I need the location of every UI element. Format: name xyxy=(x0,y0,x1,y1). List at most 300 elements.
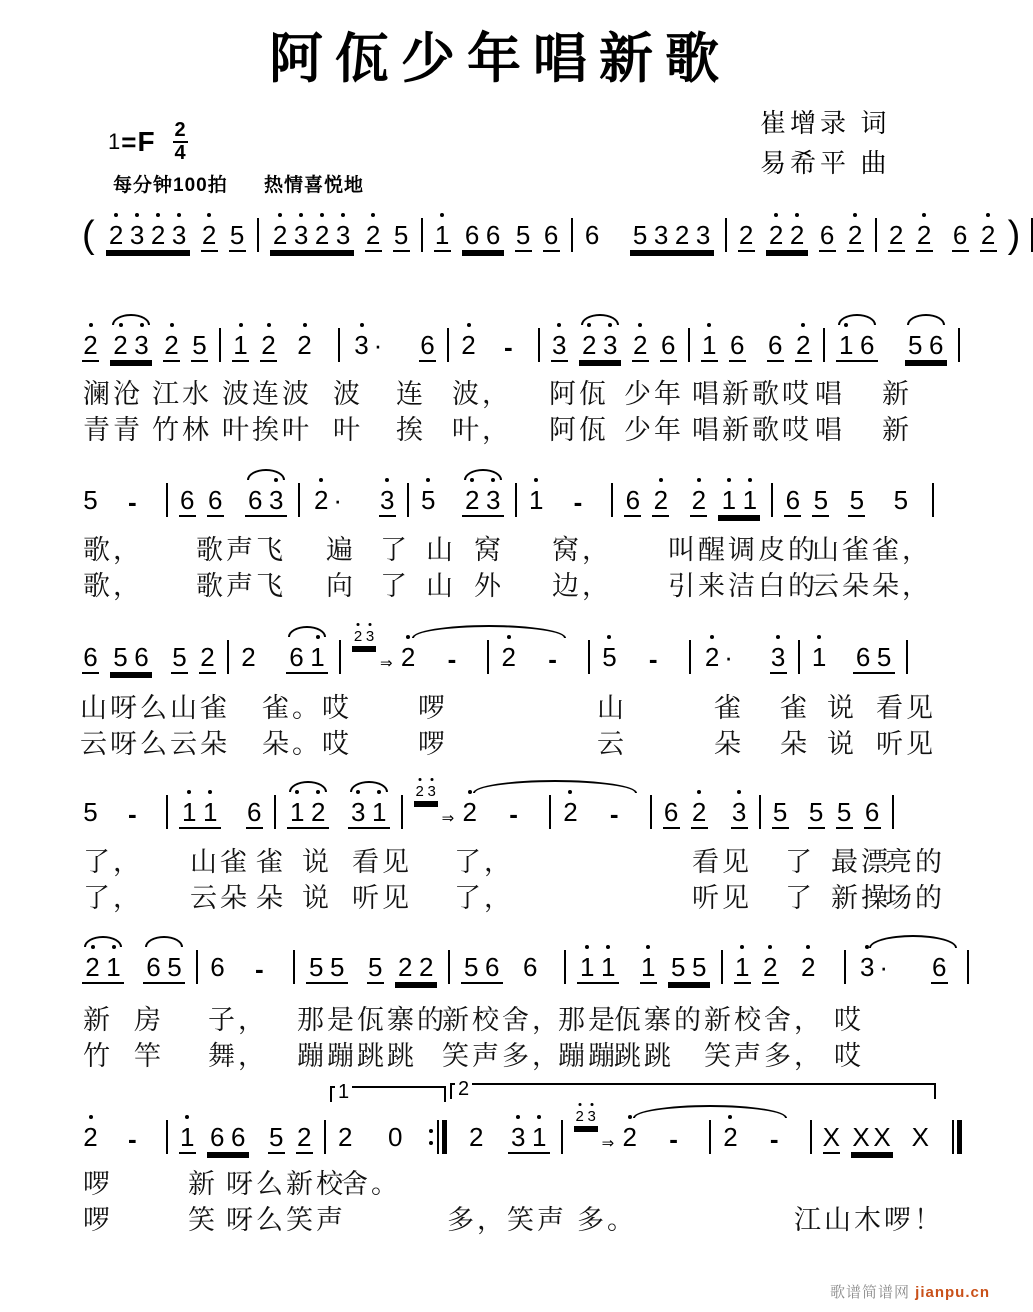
lyric-segment: 唱 xyxy=(815,415,845,445)
tie-arc xyxy=(412,625,566,638)
dash-extension: - xyxy=(255,954,264,984)
lyric-segment: 唱新歌哎 xyxy=(692,415,812,445)
note-digit: 3 xyxy=(379,487,396,513)
note-token xyxy=(772,799,789,829)
lyrics-line xyxy=(0,1162,1000,1199)
lyric-segment: 最漂 xyxy=(831,847,891,877)
lyric-segment: 向 xyxy=(326,571,356,601)
note-digit: 2 xyxy=(674,220,690,250)
octave-dot xyxy=(659,478,663,482)
note-digit: 5 xyxy=(229,220,245,250)
barline xyxy=(166,795,168,829)
note-digit: 6 xyxy=(785,485,801,515)
lyric-segment: 哎 xyxy=(322,693,352,723)
note-digit: 3 xyxy=(731,799,748,825)
repeat-dot xyxy=(429,1141,433,1145)
note-digit: 2 xyxy=(579,332,600,358)
note-digit: 3 xyxy=(551,332,568,358)
note-digit: 6 xyxy=(522,952,538,982)
lyric-segment: 边， xyxy=(552,571,612,601)
barline xyxy=(561,1120,563,1154)
octave-dot xyxy=(207,213,211,217)
note-digit: · xyxy=(373,330,383,360)
note-digit: 6 xyxy=(859,330,875,360)
octave-dot xyxy=(114,213,118,217)
octave-dot xyxy=(537,1115,541,1119)
lyric-segment: 竿 xyxy=(134,1041,164,1071)
barline xyxy=(906,640,908,674)
lyrics-line xyxy=(0,722,1000,759)
note-token xyxy=(311,487,344,513)
barline xyxy=(689,640,691,674)
grace-note xyxy=(414,784,438,803)
note-digit: 5 xyxy=(83,485,98,515)
grace-arrow-icon: ⇒ xyxy=(601,1135,615,1152)
lyric-segment: 阿佤 xyxy=(549,379,609,409)
lyric-segment: 说 xyxy=(302,883,332,913)
grace-arrow-icon: ⇒ xyxy=(380,655,393,672)
lyric-segment: 波， xyxy=(452,379,512,409)
note-digit: 2 xyxy=(462,487,483,513)
note-digit: 1 xyxy=(836,332,857,358)
lyric-segment: 外 xyxy=(474,571,504,601)
octave-dot xyxy=(801,323,805,327)
note-digit: 5 xyxy=(632,220,648,250)
note-digit: 2 xyxy=(574,1109,586,1124)
lyric-segment: 遍 xyxy=(326,535,356,565)
lyric-segment: 新 xyxy=(882,379,912,409)
note-digit: 2 xyxy=(241,642,256,672)
barline xyxy=(709,1120,711,1154)
note-token xyxy=(419,332,436,362)
note-token xyxy=(729,332,746,362)
note-token xyxy=(207,487,224,517)
watermark-domain: jianpu.cn xyxy=(915,1284,990,1301)
final-barline xyxy=(952,1120,962,1154)
barline xyxy=(798,640,800,674)
barline xyxy=(421,218,423,252)
note-token xyxy=(652,487,669,517)
lyric-segment: 说 xyxy=(827,729,857,759)
lyric-segment: 新 xyxy=(83,1005,113,1035)
note-digit: 6 xyxy=(246,797,262,827)
key-note: F xyxy=(137,126,155,157)
repeat-dot xyxy=(429,1129,433,1133)
note-digit: 6 xyxy=(543,220,559,250)
key-signature xyxy=(108,120,188,164)
note-token xyxy=(82,1124,99,1150)
note-token xyxy=(171,644,188,674)
note-digit: 5 xyxy=(83,797,98,827)
note-digit: 5 xyxy=(849,485,865,515)
note-digit: 5 xyxy=(601,644,618,670)
note-token xyxy=(800,954,817,980)
lyric-segment: 青青 xyxy=(83,415,143,445)
note-digit: 3 xyxy=(695,220,711,250)
lyric-segment: 看见 xyxy=(692,847,752,877)
octave-dot xyxy=(177,213,181,217)
note-digit: 6 xyxy=(289,642,304,672)
grace-note xyxy=(352,629,376,648)
note-digit: 2 xyxy=(800,954,817,980)
note-digit: 2 xyxy=(397,952,413,982)
lyric-segment: 佤寨的 xyxy=(614,1005,704,1035)
note-digit: 6 xyxy=(660,330,676,360)
tie-arc xyxy=(869,935,957,948)
note-token xyxy=(522,954,539,980)
lyric-segment: 山 xyxy=(597,693,627,723)
octave-dot xyxy=(585,945,589,949)
octave-dot xyxy=(697,790,701,794)
note-token xyxy=(731,799,748,829)
octave-dot xyxy=(853,213,857,217)
note-token xyxy=(766,222,808,252)
note-digit: 1 xyxy=(434,222,451,248)
note-digit: 2 xyxy=(260,332,277,358)
barline xyxy=(401,795,403,829)
note-digit: 3 xyxy=(586,1109,598,1124)
note-digit: 1 xyxy=(718,487,739,513)
note-token xyxy=(462,487,504,517)
note-token xyxy=(812,487,829,517)
note-digit: 6 xyxy=(928,330,944,360)
note-token xyxy=(784,487,801,517)
note-digit: 5 xyxy=(463,952,479,982)
note-digit: 2 xyxy=(270,222,291,248)
octave-dot xyxy=(170,323,174,327)
note-digit: 1 xyxy=(701,332,718,358)
repeat-barline xyxy=(429,1120,447,1154)
note-token xyxy=(461,954,503,984)
note-digit: · xyxy=(333,485,342,515)
barline xyxy=(611,483,613,517)
lyric-segment: 窝 xyxy=(474,535,504,565)
note-digit: 6 xyxy=(931,952,947,982)
note-token xyxy=(400,644,417,670)
barline xyxy=(339,640,341,674)
lyric-segment: 山 xyxy=(426,571,456,601)
note-token xyxy=(624,487,641,517)
barline xyxy=(196,950,198,984)
note-digit: · xyxy=(879,952,888,982)
lyric-segment: 歌声飞 xyxy=(196,571,286,601)
octave-dot xyxy=(727,478,731,482)
note-digit: 1 xyxy=(598,954,619,980)
note-token xyxy=(701,332,718,362)
octave-dot xyxy=(817,635,821,639)
note-digit: 2 xyxy=(82,332,99,358)
note-digit: 6 xyxy=(146,952,161,982)
lyric-segment: 连 xyxy=(396,379,426,409)
note-digit: 2 xyxy=(888,220,904,250)
note-token xyxy=(199,644,216,674)
barline xyxy=(227,640,229,674)
lyrics-line xyxy=(0,1034,1000,1071)
octave-dot xyxy=(516,1115,520,1119)
note-digit: 6 xyxy=(207,485,223,515)
octave-dot xyxy=(187,790,191,794)
note-digit: 6 xyxy=(179,485,195,515)
octave-dot xyxy=(360,323,364,327)
note-digit: 2 xyxy=(702,644,723,670)
lyrics-line xyxy=(0,408,1000,445)
lyric-segment: 山雀雀， xyxy=(812,535,932,565)
note-digit: 2 xyxy=(722,1124,739,1150)
lyricist-credit: 崔增录 词 xyxy=(760,109,891,138)
note-digit: 6 xyxy=(625,485,641,515)
note-digit: 5 xyxy=(329,952,345,982)
note-token xyxy=(931,954,948,984)
lyrics-line xyxy=(0,686,1000,723)
note-digit: 2 xyxy=(82,954,103,980)
music-line xyxy=(0,628,1000,674)
lyric-segment: 多。 xyxy=(577,1205,637,1235)
note-token xyxy=(420,487,437,513)
note-digit: 6 xyxy=(247,485,263,515)
note-token xyxy=(551,332,568,362)
watermark-site-name: 歌谱简谱网 xyxy=(829,1284,910,1301)
grace-arrow-icon: ⇒ xyxy=(441,810,455,827)
lyric-segment: 歌， xyxy=(83,571,143,601)
note-token xyxy=(912,1124,929,1150)
repeat-dots xyxy=(429,1129,433,1145)
octave-dot xyxy=(371,213,375,217)
note-token xyxy=(528,487,545,513)
lyric-segment: 哎 xyxy=(834,1041,864,1071)
barline xyxy=(338,328,340,362)
lyric-segment: 江山木啰！ xyxy=(794,1205,944,1235)
note-digit: 1 xyxy=(739,487,760,513)
barline xyxy=(588,640,590,674)
note-token xyxy=(632,332,649,362)
note-digit: 6 xyxy=(464,220,480,250)
dash-extension: - xyxy=(128,1124,137,1154)
note-digit: 1 xyxy=(307,644,328,670)
octave-dot xyxy=(208,790,212,794)
note-digit: 6 xyxy=(134,642,149,672)
lyric-segment: 啰 xyxy=(418,693,448,723)
note-digit: 2 xyxy=(795,332,812,358)
lyric-segment: 朵 xyxy=(780,729,810,759)
note-digit: 3 xyxy=(127,222,148,248)
lyric-segment: 歌声飞 xyxy=(196,535,286,565)
lyric-segment: 挨 xyxy=(396,415,426,445)
note-token xyxy=(179,799,221,829)
octave-dot xyxy=(638,323,642,327)
note-digit: 2 xyxy=(352,629,364,644)
octave-dot xyxy=(710,635,714,639)
note-digit: 5 xyxy=(670,952,686,982)
lyric-segment: 哎 xyxy=(322,729,352,759)
octave-dot xyxy=(607,635,611,639)
note-token xyxy=(270,222,354,252)
note-digit: 2 xyxy=(312,222,333,248)
lyric-segment: 听见 xyxy=(352,883,412,913)
note-token xyxy=(246,799,263,829)
lyric-segment: 说 xyxy=(827,693,857,723)
note-digit: 1 xyxy=(577,954,598,980)
tempo-line xyxy=(113,170,364,197)
lyric-segment: 竹 xyxy=(83,1041,113,1071)
note-digit: 2 xyxy=(201,222,218,248)
octave-dot xyxy=(267,323,271,327)
note-token xyxy=(379,487,396,517)
lyric-segment: 了， xyxy=(83,883,143,913)
lyric-segment: 说 xyxy=(302,847,332,877)
note-token xyxy=(577,954,619,984)
note-digit: 3 xyxy=(291,222,312,248)
note-digit: 2 xyxy=(400,644,417,670)
lyric-segment: 雀 xyxy=(714,693,744,723)
octave-dot xyxy=(135,213,139,217)
thin-bar xyxy=(437,1120,439,1154)
note-token xyxy=(179,1124,196,1154)
note-token xyxy=(660,332,677,362)
note-digit: 2 xyxy=(621,1124,638,1150)
dash-extension: - xyxy=(769,1124,779,1154)
lyric-segment: 跳跳 xyxy=(614,1041,674,1071)
lyric-segment: 山呀么山雀 xyxy=(80,693,230,723)
note-digit: 5 xyxy=(420,487,437,513)
note-digit: 1 xyxy=(287,799,308,825)
note-digit: 2 xyxy=(690,487,707,513)
dash-extension: - xyxy=(669,1124,678,1154)
note-token xyxy=(296,1124,313,1154)
note-digit: 2 xyxy=(787,222,808,248)
octave-dot xyxy=(806,945,810,949)
note-token xyxy=(857,954,890,980)
slur-arc xyxy=(838,314,876,325)
note-digit: 1 xyxy=(179,799,200,825)
note-digit: 2 xyxy=(632,332,649,358)
note-digit: 1 xyxy=(369,799,390,825)
note-token xyxy=(630,222,714,252)
note-digit: 5 xyxy=(192,330,207,360)
lyric-segment: 舍。 xyxy=(341,1169,401,1199)
meter-numerator: 2 xyxy=(174,119,186,141)
lyric-segment: 窝， xyxy=(552,535,612,565)
note-digit: 2 xyxy=(200,642,215,672)
note-token xyxy=(306,954,348,984)
note-token xyxy=(663,799,680,829)
lyric-segment: 江水 xyxy=(152,379,212,409)
note-digit: 6 xyxy=(209,1122,225,1152)
note-token xyxy=(296,332,313,358)
system-paren: ) xyxy=(1007,214,1021,256)
lyric-segment: 云朵 xyxy=(190,883,250,913)
lyric-segment: 叶挨叶 xyxy=(222,415,312,445)
octave-dot xyxy=(590,1103,593,1106)
octave-dot xyxy=(185,1115,189,1119)
note-token xyxy=(232,332,249,362)
lyric-segment: 朵 xyxy=(256,883,286,913)
lyric-segment: 了， xyxy=(454,883,514,913)
note-token xyxy=(952,222,969,252)
note-digit: 2 xyxy=(500,644,517,670)
note-digit: 2 xyxy=(296,332,313,358)
octave-dot xyxy=(534,478,538,482)
lyric-segment: 新校舍， xyxy=(704,1005,824,1035)
note-digit: 2 xyxy=(148,222,169,248)
octave-dot xyxy=(369,623,372,626)
dash-extension: - xyxy=(609,799,619,829)
note-digit: 5 xyxy=(367,952,383,982)
note-digit: 3 xyxy=(857,954,878,980)
note-token xyxy=(848,487,865,517)
octave-dot xyxy=(406,635,410,639)
barline xyxy=(257,218,259,252)
note-digit: 2 xyxy=(106,222,127,248)
note-digit: 3 xyxy=(653,220,669,250)
barline xyxy=(823,328,825,362)
barline xyxy=(688,328,690,362)
octave-dot xyxy=(440,213,444,217)
note-digit: 2 xyxy=(847,222,864,248)
note-token xyxy=(229,222,246,252)
lyric-segment: 新 xyxy=(188,1169,218,1199)
note-digit: 5 xyxy=(772,797,788,827)
tempo-text: 每分钟100拍 xyxy=(113,175,228,196)
note-token xyxy=(337,1124,354,1150)
note-token xyxy=(823,1124,840,1154)
note-token xyxy=(348,799,390,829)
dash-extension: - xyxy=(128,799,137,829)
note-digit: 2 xyxy=(738,220,754,250)
music-line xyxy=(0,783,1000,829)
note-digit: 6 xyxy=(230,1122,246,1152)
note-token xyxy=(110,332,152,362)
barline xyxy=(515,483,517,517)
octave-dot xyxy=(299,213,303,217)
music-line xyxy=(0,487,1000,517)
note-token xyxy=(209,954,226,980)
lyric-segment: 了 xyxy=(785,883,815,913)
barline xyxy=(166,483,168,517)
octave-dot xyxy=(156,213,160,217)
lyric-segment: 多，笑声 xyxy=(447,1205,567,1235)
note-token xyxy=(82,954,124,984)
volta-label: 2 xyxy=(455,1079,472,1099)
credits-block xyxy=(760,104,891,184)
barline xyxy=(447,328,449,362)
octave-dot xyxy=(89,323,93,327)
thin-bar xyxy=(952,1120,954,1154)
octave-dot xyxy=(578,1103,581,1106)
note-token xyxy=(811,644,828,670)
note-digit: 2 xyxy=(468,1122,484,1152)
volta-label: 1 xyxy=(335,1082,352,1102)
note-token xyxy=(515,222,532,252)
octave-dot xyxy=(646,945,650,949)
note-token xyxy=(767,332,784,362)
slur-arc xyxy=(464,469,502,480)
lyric-segment: 舞， xyxy=(208,1041,268,1071)
lyric-segment: 唱 xyxy=(815,379,845,409)
barline xyxy=(219,328,221,362)
lyric-segment: 朵。 xyxy=(262,729,322,759)
lyric-segment: 啰 xyxy=(83,1205,113,1235)
lyrics-line xyxy=(0,840,1000,877)
note-token xyxy=(734,954,751,984)
note-token xyxy=(808,799,825,829)
octave-dot xyxy=(986,213,990,217)
lyric-segment: 呀么笑声 xyxy=(226,1205,346,1235)
note-digit: 3 xyxy=(600,332,621,358)
note-digit: 6 xyxy=(210,952,225,982)
barline xyxy=(298,483,300,517)
note-digit: 3 xyxy=(266,487,287,513)
note-digit: 2 xyxy=(82,1124,99,1150)
